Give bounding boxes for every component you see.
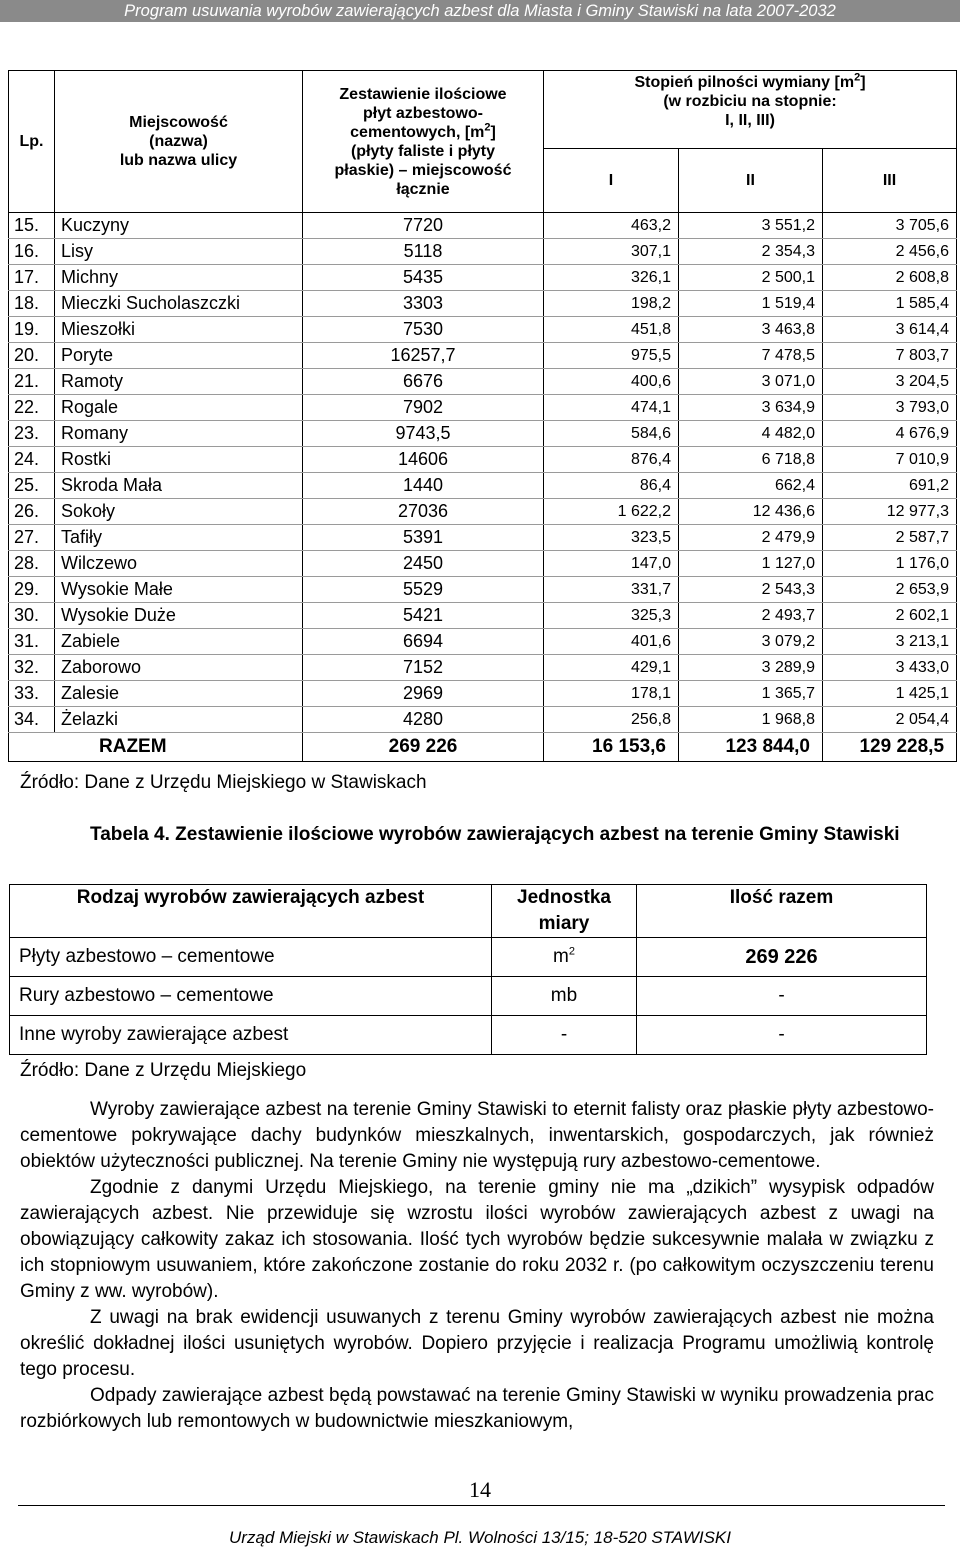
t4-unit: - xyxy=(492,1016,637,1055)
header-degree-1: I xyxy=(544,149,679,213)
table-row xyxy=(9,577,957,603)
cell-degree-2: 12 436,6 xyxy=(679,499,823,525)
cell-total: 6676 xyxy=(303,369,544,395)
table-row xyxy=(9,421,957,447)
cell-degree-2: 3 463,8 xyxy=(679,317,823,343)
header-urgency-degree: Stopień pilności wymiany $[m^2]$ (w rozbiciu na stopnie: I, II, III) xyxy=(544,71,957,149)
asbestos-table-by-locality xyxy=(8,70,957,762)
cell-degree-2: 3 551,2 xyxy=(679,213,823,239)
cell-degree-1: 975,5 xyxy=(544,343,679,369)
table-row xyxy=(9,317,957,343)
cell-degree-1: 463,2 xyxy=(544,213,679,239)
cell-degree-3: 2 608,8 xyxy=(823,265,957,291)
body-text xyxy=(20,1097,934,1435)
sum-degree-1: 16 153,6 xyxy=(544,733,679,762)
cell-lp: 19. xyxy=(9,317,55,343)
t4-row xyxy=(10,977,927,1016)
cell-locality: Kuczyny xyxy=(55,213,303,239)
cell-degree-3: 2 587,7 xyxy=(823,525,957,551)
sum-total: 269 226 xyxy=(303,733,544,762)
sum-degree-3: 129 228,5 xyxy=(823,733,957,762)
cell-total: 5529 xyxy=(303,577,544,603)
cell-degree-1: 474,1 xyxy=(544,395,679,421)
cell-degree-1: 400,6 xyxy=(544,369,679,395)
table-row xyxy=(9,681,957,707)
cell-degree-2: 2 493,7 xyxy=(679,603,823,629)
table-row xyxy=(9,655,957,681)
cell-degree-3: 3 614,4 xyxy=(823,317,957,343)
table4-caption: Tabela 4. Zestawienie ilościowe wyrobów zawierających azbest na terenie Gminy Stawiski xyxy=(90,824,900,845)
cell-degree-2: 3 079,2 xyxy=(679,629,823,655)
cell-total: 5421 xyxy=(303,603,544,629)
cell-lp: 16. xyxy=(9,239,55,265)
cell-degree-3: 12 977,3 xyxy=(823,499,957,525)
table-row xyxy=(9,447,957,473)
cell-degree-1: 429,1 xyxy=(544,655,679,681)
sum-label: RAZEM xyxy=(9,733,303,762)
cell-degree-1: 325,3 xyxy=(544,603,679,629)
cell-lp: 27. xyxy=(9,525,55,551)
cell-lp: 24. xyxy=(9,447,55,473)
cell-locality: Mieczki Sucholaszczki xyxy=(55,291,303,317)
cell-degree-2: 662,4 xyxy=(679,473,823,499)
cell-degree-1: 323,5 xyxy=(544,525,679,551)
header-locality: Miejscowość (nazwa) lub nazwa ulicy xyxy=(55,71,303,213)
cell-lp: 30. xyxy=(9,603,55,629)
cell-total: 4280 xyxy=(303,707,544,733)
cell-degree-3: 1 585,4 xyxy=(823,291,957,317)
t4-unit: mb xyxy=(492,977,637,1016)
cell-degree-3: 3 204,5 xyxy=(823,369,957,395)
sum-row xyxy=(9,733,957,762)
cell-lp: 17. xyxy=(9,265,55,291)
cell-degree-2: 1 365,7 xyxy=(679,681,823,707)
cell-degree-2: 2 543,3 xyxy=(679,577,823,603)
cell-locality: Rogale xyxy=(55,395,303,421)
cell-locality: Wysokie Duże xyxy=(55,603,303,629)
t4-header-unit: Jednostka miary xyxy=(492,885,637,938)
cell-total: 9743,5 xyxy=(303,421,544,447)
cell-locality: Sokoły xyxy=(55,499,303,525)
table-row xyxy=(9,343,957,369)
cell-locality: Mieszołki xyxy=(55,317,303,343)
cell-lp: 15. xyxy=(9,213,55,239)
cell-degree-2: 2 500,1 xyxy=(679,265,823,291)
t4-type: Rury azbestowo – cementowe xyxy=(10,977,492,1016)
page-footer: Urząd Miejski w Stawiskach Pl. Wolności 13/15; 18-520 STAWISKI xyxy=(229,1528,731,1547)
sum-degree-2: 123 844,0 xyxy=(679,733,823,762)
table-row xyxy=(9,239,957,265)
cell-degree-2: 1 968,8 xyxy=(679,707,823,733)
cell-degree-3: 3 793,0 xyxy=(823,395,957,421)
cell-locality: Skroda Mała xyxy=(55,473,303,499)
header-total: Zestawienie ilościowe płyt azbestowo- cementowych, $[m^2]$ (płyty faliste i płyty płaskie) – miejscowość łącznie xyxy=(303,71,544,213)
cell-locality: Zaborowo xyxy=(55,655,303,681)
cell-locality: Rostki xyxy=(55,447,303,473)
table-row xyxy=(9,473,957,499)
cell-degree-1: 307,1 xyxy=(544,239,679,265)
cell-total: 7720 xyxy=(303,213,544,239)
paragraph: Wyroby zawierające azbest na terenie Gminy Stawiski to eternit falisty oraz płaskie płyty azbestowo-cementowe pokrywające dachy budynków mieszkalnych, inwentarskich, gospodarczych, jak również obiektów użyteczności publicznej. Na terenie Gminy nie występują rury azbestowo-cementowe. xyxy=(20,1099,934,1172)
table-row xyxy=(9,603,957,629)
t4-row xyxy=(10,1016,927,1055)
cell-locality: Wysokie Małe xyxy=(55,577,303,603)
cell-total: 3303 xyxy=(303,291,544,317)
cell-degree-3: 3 433,0 xyxy=(823,655,957,681)
table-row xyxy=(9,551,957,577)
cell-degree-2: 4 482,0 xyxy=(679,421,823,447)
cell-degree-1: 147,0 xyxy=(544,551,679,577)
cell-lp: 26. xyxy=(9,499,55,525)
cell-total: 16257,7 xyxy=(303,343,544,369)
cell-locality: Poryte xyxy=(55,343,303,369)
cell-degree-1: 326,1 xyxy=(544,265,679,291)
cell-degree-3: 3 213,1 xyxy=(823,629,957,655)
cell-degree-2: 2 354,3 xyxy=(679,239,823,265)
table3-source: Źródło: Dane z Urzędu Miejskiego w Stawiskach xyxy=(20,772,427,793)
header-degree-3: III xyxy=(823,149,957,213)
t4-header-type: Rodzaj wyrobów zawierających azbest xyxy=(10,885,492,938)
table-row xyxy=(9,265,957,291)
table-row xyxy=(9,499,957,525)
cell-locality: Michny xyxy=(55,265,303,291)
cell-degree-1: 876,4 xyxy=(544,447,679,473)
cell-lp: 29. xyxy=(9,577,55,603)
asbestos-products-table xyxy=(9,884,927,1055)
cell-lp: 20. xyxy=(9,343,55,369)
cell-locality: Zabiele xyxy=(55,629,303,655)
cell-total: 2969 xyxy=(303,681,544,707)
cell-degree-3: 2 653,9 xyxy=(823,577,957,603)
table-row xyxy=(9,213,957,239)
header-degree-2: II xyxy=(679,149,823,213)
cell-lp: 32. xyxy=(9,655,55,681)
cell-lp: 22. xyxy=(9,395,55,421)
cell-degree-2: 2 479,9 xyxy=(679,525,823,551)
cell-degree-3: 2 602,1 xyxy=(823,603,957,629)
page-number: 14 xyxy=(469,1477,491,1502)
cell-degree-3: 4 676,9 xyxy=(823,421,957,447)
cell-locality: Wilczewo xyxy=(55,551,303,577)
cell-lp: 25. xyxy=(9,473,55,499)
cell-degree-2: 3 289,9 xyxy=(679,655,823,681)
cell-degree-2: 3 634,9 xyxy=(679,395,823,421)
cell-lp: 33. xyxy=(9,681,55,707)
cell-total: 5435 xyxy=(303,265,544,291)
paragraph: Odpady zawierające azbest będą powstawać na terenie Gminy Stawiski w wyniku prowadzenia prac rozbiórkowych lub remontowych w budownictwie mieszkaniowym, xyxy=(20,1385,934,1432)
cell-total: 5391 xyxy=(303,525,544,551)
page-header: Program usuwania wyrobów zawierających azbest dla Miasta i Gminy Stawiski na lata 2007-2032 xyxy=(0,0,960,22)
table-row xyxy=(9,395,957,421)
cell-locality: Ramoty xyxy=(55,369,303,395)
paragraph: Z uwagi na brak ewidencji usuwanych z terenu Gminy wyrobów zawierających azbest nie można określić dokładnej ilości usuniętych wyrobów. Dopiero przyjęcie i realizacja Programu umożliwią kontrolę tego procesu. xyxy=(20,1307,934,1380)
cell-degree-1: 178,1 xyxy=(544,681,679,707)
cell-degree-2: 1 127,0 xyxy=(679,551,823,577)
cell-locality: Żelazki xyxy=(55,707,303,733)
cell-degree-3: 7 010,9 xyxy=(823,447,957,473)
table-row xyxy=(9,291,957,317)
cell-degree-1: 256,8 xyxy=(544,707,679,733)
table-row xyxy=(9,525,957,551)
cell-total: 6694 xyxy=(303,629,544,655)
cell-degree-3: 691,2 xyxy=(823,473,957,499)
cell-degree-2: 7 478,5 xyxy=(679,343,823,369)
footer-divider xyxy=(18,1505,945,1506)
cell-locality: Zalesie xyxy=(55,681,303,707)
cell-degree-2: 1 519,4 xyxy=(679,291,823,317)
t4-qty: - xyxy=(637,1016,927,1055)
t4-unit: $m^2$ xyxy=(492,938,637,977)
cell-total: 5118 xyxy=(303,239,544,265)
cell-degree-1: 86,4 xyxy=(544,473,679,499)
cell-lp: 18. xyxy=(9,291,55,317)
cell-degree-1: 584,6 xyxy=(544,421,679,447)
table-row xyxy=(9,707,957,733)
cell-total: 27036 xyxy=(303,499,544,525)
cell-lp: 28. xyxy=(9,551,55,577)
cell-degree-2: 3 071,0 xyxy=(679,369,823,395)
cell-total: 7530 xyxy=(303,317,544,343)
cell-degree-1: 451,8 xyxy=(544,317,679,343)
header-lp: Lp. xyxy=(9,71,55,213)
t4-header-qty: Ilość razem xyxy=(637,885,927,938)
t4-type: Inne wyroby zawierające azbest xyxy=(10,1016,492,1055)
cell-degree-2: 6 718,8 xyxy=(679,447,823,473)
t4-qty: - xyxy=(637,977,927,1016)
cell-degree-3: 1 425,1 xyxy=(823,681,957,707)
t4-row xyxy=(10,938,927,977)
paragraph: Zgodnie z danymi Urzędu Miejskiego, na terenie gminy nie ma „dzikich” wysypisk odpadów zawierających azbest. Nie przewiduje się wzrostu ilości wyrobów zawierających azbest z uwagi na obowiązujący całkowity zakaz ich stosowania. Ilość tych wyrobów będzie sukcesywnie malała w związku z ich stopniowym usuwaniem, które zakończone zostanie do roku 2032 r. (po całkowitym oczyszczeniu terenu Gminy z ww. wyrobów). xyxy=(20,1177,934,1302)
t4-type: Płyty azbestowo – cementowe xyxy=(10,938,492,977)
locality-rows xyxy=(9,213,957,762)
cell-total: 7152 xyxy=(303,655,544,681)
cell-total: 2450 xyxy=(303,551,544,577)
cell-lp: 21. xyxy=(9,369,55,395)
cell-total: 7902 xyxy=(303,395,544,421)
cell-degree-3: 2 456,6 xyxy=(823,239,957,265)
cell-total: 1440 xyxy=(303,473,544,499)
cell-total: 14606 xyxy=(303,447,544,473)
cell-degree-3: 2 054,4 xyxy=(823,707,957,733)
cell-lp: 23. xyxy=(9,421,55,447)
table4-source: Źródło: Dane z Urzędu Miejskiego xyxy=(20,1060,307,1081)
cell-degree-1: 401,6 xyxy=(544,629,679,655)
cell-locality: Romany xyxy=(55,421,303,447)
cell-locality: Tafiły xyxy=(55,525,303,551)
cell-degree-1: 198,2 xyxy=(544,291,679,317)
cell-degree-3: 1 176,0 xyxy=(823,551,957,577)
cell-lp: 31. xyxy=(9,629,55,655)
cell-degree-3: 7 803,7 xyxy=(823,343,957,369)
cell-degree-1: 331,7 xyxy=(544,577,679,603)
cell-locality: Lisy xyxy=(55,239,303,265)
t4-qty: 269 226 xyxy=(637,938,927,977)
table-row xyxy=(9,629,957,655)
table-row xyxy=(9,369,957,395)
cell-degree-1: 1 622,2 xyxy=(544,499,679,525)
cell-lp: 34. xyxy=(9,707,55,733)
cell-degree-3: 3 705,6 xyxy=(823,213,957,239)
